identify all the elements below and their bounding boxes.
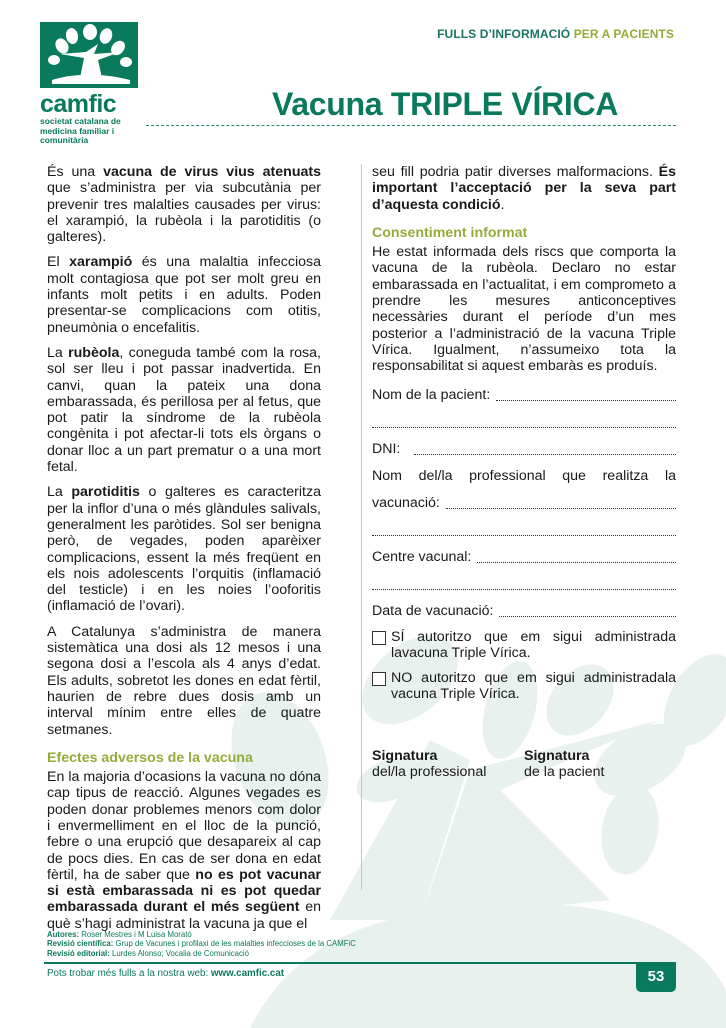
patient-name-input-line[interactable]: [496, 399, 676, 401]
vaccination-date-label: Data de vacunació:: [372, 603, 494, 620]
heading-informed-consent: Consentiment informat: [372, 224, 528, 241]
series-label-part2: PER A PACIENTS: [573, 27, 674, 41]
column-divider: [361, 164, 362, 890]
label-word: del/la: [418, 468, 453, 485]
vaccination-centre-input-line-2[interactable]: [372, 588, 676, 590]
authorize-no-label: NO autoritzo que em sigui administradala vacuna Triple Vírica.: [391, 670, 676, 703]
professional-name-input-line-2[interactable]: [372, 534, 676, 536]
credits-editorial-review: Revisió editorial: Lurdes Alonso; Vocalia de Comunicació: [47, 948, 249, 958]
label-word: la: [664, 468, 676, 485]
logo-name: camfic: [40, 90, 117, 118]
series-label: [437, 27, 674, 41]
authorize-no-checkbox[interactable]: [372, 672, 386, 686]
paragraph-intro: És una vacuna de virus vius atenuats que s’administra per via subcutània per prevenir tres malalties causades per virus: el xarampió, la rubèola i la parotiditis (o galteres).: [47, 164, 321, 246]
label-word: realitza: [602, 468, 649, 485]
logo-subtitle-line: medicina familiar i: [40, 125, 115, 136]
patient-name-label: Nom de la pacient:: [372, 387, 491, 404]
authorize-yes-checkbox[interactable]: [372, 631, 386, 645]
heading-adverse-effects: Efectes adversos de la vacuna: [47, 749, 253, 766]
professional-label: [372, 458, 676, 485]
dni-label: DNI:: [372, 441, 401, 458]
logo-subtitle-line: comunitària: [40, 135, 89, 145]
paragraph-mumps: La parotiditis o galteres es caracteritza per la inflor d’una o més glàndules salivals, generalment les paròtides. Sol ser benigna però, de vegades, poden aparèixer complicacions, essent la més freqüent en els nois adolescents l’orquitis (inflamació del testicle) i en les noies l’ooforitis (inflamació de l’ovari).: [47, 484, 321, 615]
paragraph-schedule: A Catalunya s’administra de manera sistemàtica una dosi als 12 mesos i una segona dosi a l’escola als 4 anys d’edat. Els adults, sobretot les dones en edat fèrtil, haurien de rebre dues dosis amb un interval mínim entre elles de quatre setmanes.: [47, 623, 321, 738]
vaccination-centre-field[interactable]: [372, 539, 676, 566]
page-title: Vacuna TRIPLE VÍRICA: [272, 86, 619, 122]
signature-patient-title: Signatura: [524, 747, 590, 764]
logo-subtitle: [40, 117, 138, 146]
signature-professional[interactable]: [372, 748, 524, 780]
patient-name-field[interactable]: [372, 377, 676, 404]
signature-professional-title: Signatura: [372, 747, 438, 764]
authorize-no-option[interactable]: [372, 670, 676, 703]
vaccination-centre-field-continued[interactable]: [372, 566, 676, 593]
logo-subtitle-line: societat catalana de: [40, 116, 121, 126]
authorize-yes-label: SÍ autoritzo que em sigui administrada lavacuna Triple Vírica.: [391, 628, 676, 661]
signatures: [372, 748, 676, 780]
authorize-yes-option[interactable]: [372, 629, 676, 662]
paragraph-rubella: La rubèola, coneguda també com la rosa, sol ser lleu i pot passar inadvertida. En canvi, quan la pateix una dona embarassada, és perillosa per al fetus, que pot patir la síndrome de la rubèola congènita i pot afectar-li tots els òrgans o donar lloc a un part prematur o a una mort fetal.: [47, 344, 321, 476]
signature-patient[interactable]: [524, 748, 676, 780]
paragraph-continuation: seu fill podria patir diverses malformacions. És important l’acceptació per la seva part d’aquesta condició.: [372, 164, 676, 213]
footer-web-link[interactable]: www.camfic.cat: [210, 968, 285, 979]
vaccination-label: vacunació:: [372, 495, 440, 512]
label-word: professional: [469, 468, 546, 485]
series-label-part1: FULLS D’INFORMACIÓ: [437, 27, 571, 41]
dni-input-line[interactable]: [414, 453, 676, 455]
camfic-logo: [40, 22, 138, 146]
patient-name-field-continued[interactable]: [372, 404, 676, 431]
vaccination-date-field[interactable]: [372, 593, 676, 620]
professional-name-field-continued[interactable]: [372, 512, 676, 539]
footer-web-text: Pots trobar més fulls a la nostra web:: [47, 968, 209, 979]
title-divider: [146, 125, 676, 126]
label-word: Nom: [372, 468, 402, 485]
credits-scientific-review: Revisió científica: Grup de Vacunes i profilaxi de les malalties infeccioses de la CAMFiC: [47, 939, 356, 949]
paragraph-measles: El xarampió és una malaltia infecciosa molt contagiosa que pot ser molt greu en infants molt petits i en adults. Poden presentar-se complicacions com otitis, pneumònia o encefalitis.: [47, 254, 321, 336]
footer-web: [47, 968, 284, 979]
label-word: que: [562, 468, 586, 485]
vaccination-centre-input-line[interactable]: [477, 561, 676, 563]
vaccination-date-input-line[interactable]: [499, 615, 676, 617]
professional-name-field[interactable]: [372, 485, 676, 512]
right-column: [372, 164, 676, 780]
left-column: [47, 164, 321, 941]
vaccination-centre-label: Centre vacunal:: [372, 549, 472, 566]
page-number: 53: [636, 962, 676, 992]
paragraph-adverse-effects: En la majoria d’ocasions la vacuna no dóna cap tipus de reacció. Algunes vegades es poden donar problemes menors com dolor i envermelliment en el lloc de la punció, febre o una erupció que desapareix al cap de pocs dies. En cas de ser dona en edat fèrtil, ha de saber que no es pot vacunar si està embarassada ni es pot quedar embarassada durant el més següent en què s’hagi administrat la vacuna ja que el: [47, 769, 321, 932]
tree-logo-icon: [40, 22, 138, 88]
footer-divider: [44, 962, 676, 964]
signature-patient-subtitle: de la pacient: [524, 763, 605, 780]
credits: [47, 930, 356, 958]
paragraph-consent: He estat informada dels riscs que comporta la vacuna de la rubèola. Declaro no estar embarassada en l’actualitat, i em comprometo a prendre les mesures anticonceptives necessàries durant el període d’un mes posterior a l’administració de la vacuna Triple Vírica. Igualment, n’assumeixo tota la responsabilitat si aquest embaràs es produís.: [372, 244, 676, 375]
credits-authors: Autores: Roser Mestres i M Luisa Morató: [47, 930, 192, 939]
dni-field[interactable]: [372, 431, 676, 458]
patient-name-input-line-2[interactable]: [372, 426, 676, 428]
signature-professional-subtitle: del/la professional: [372, 763, 487, 780]
professional-name-input-line[interactable]: [446, 507, 676, 509]
